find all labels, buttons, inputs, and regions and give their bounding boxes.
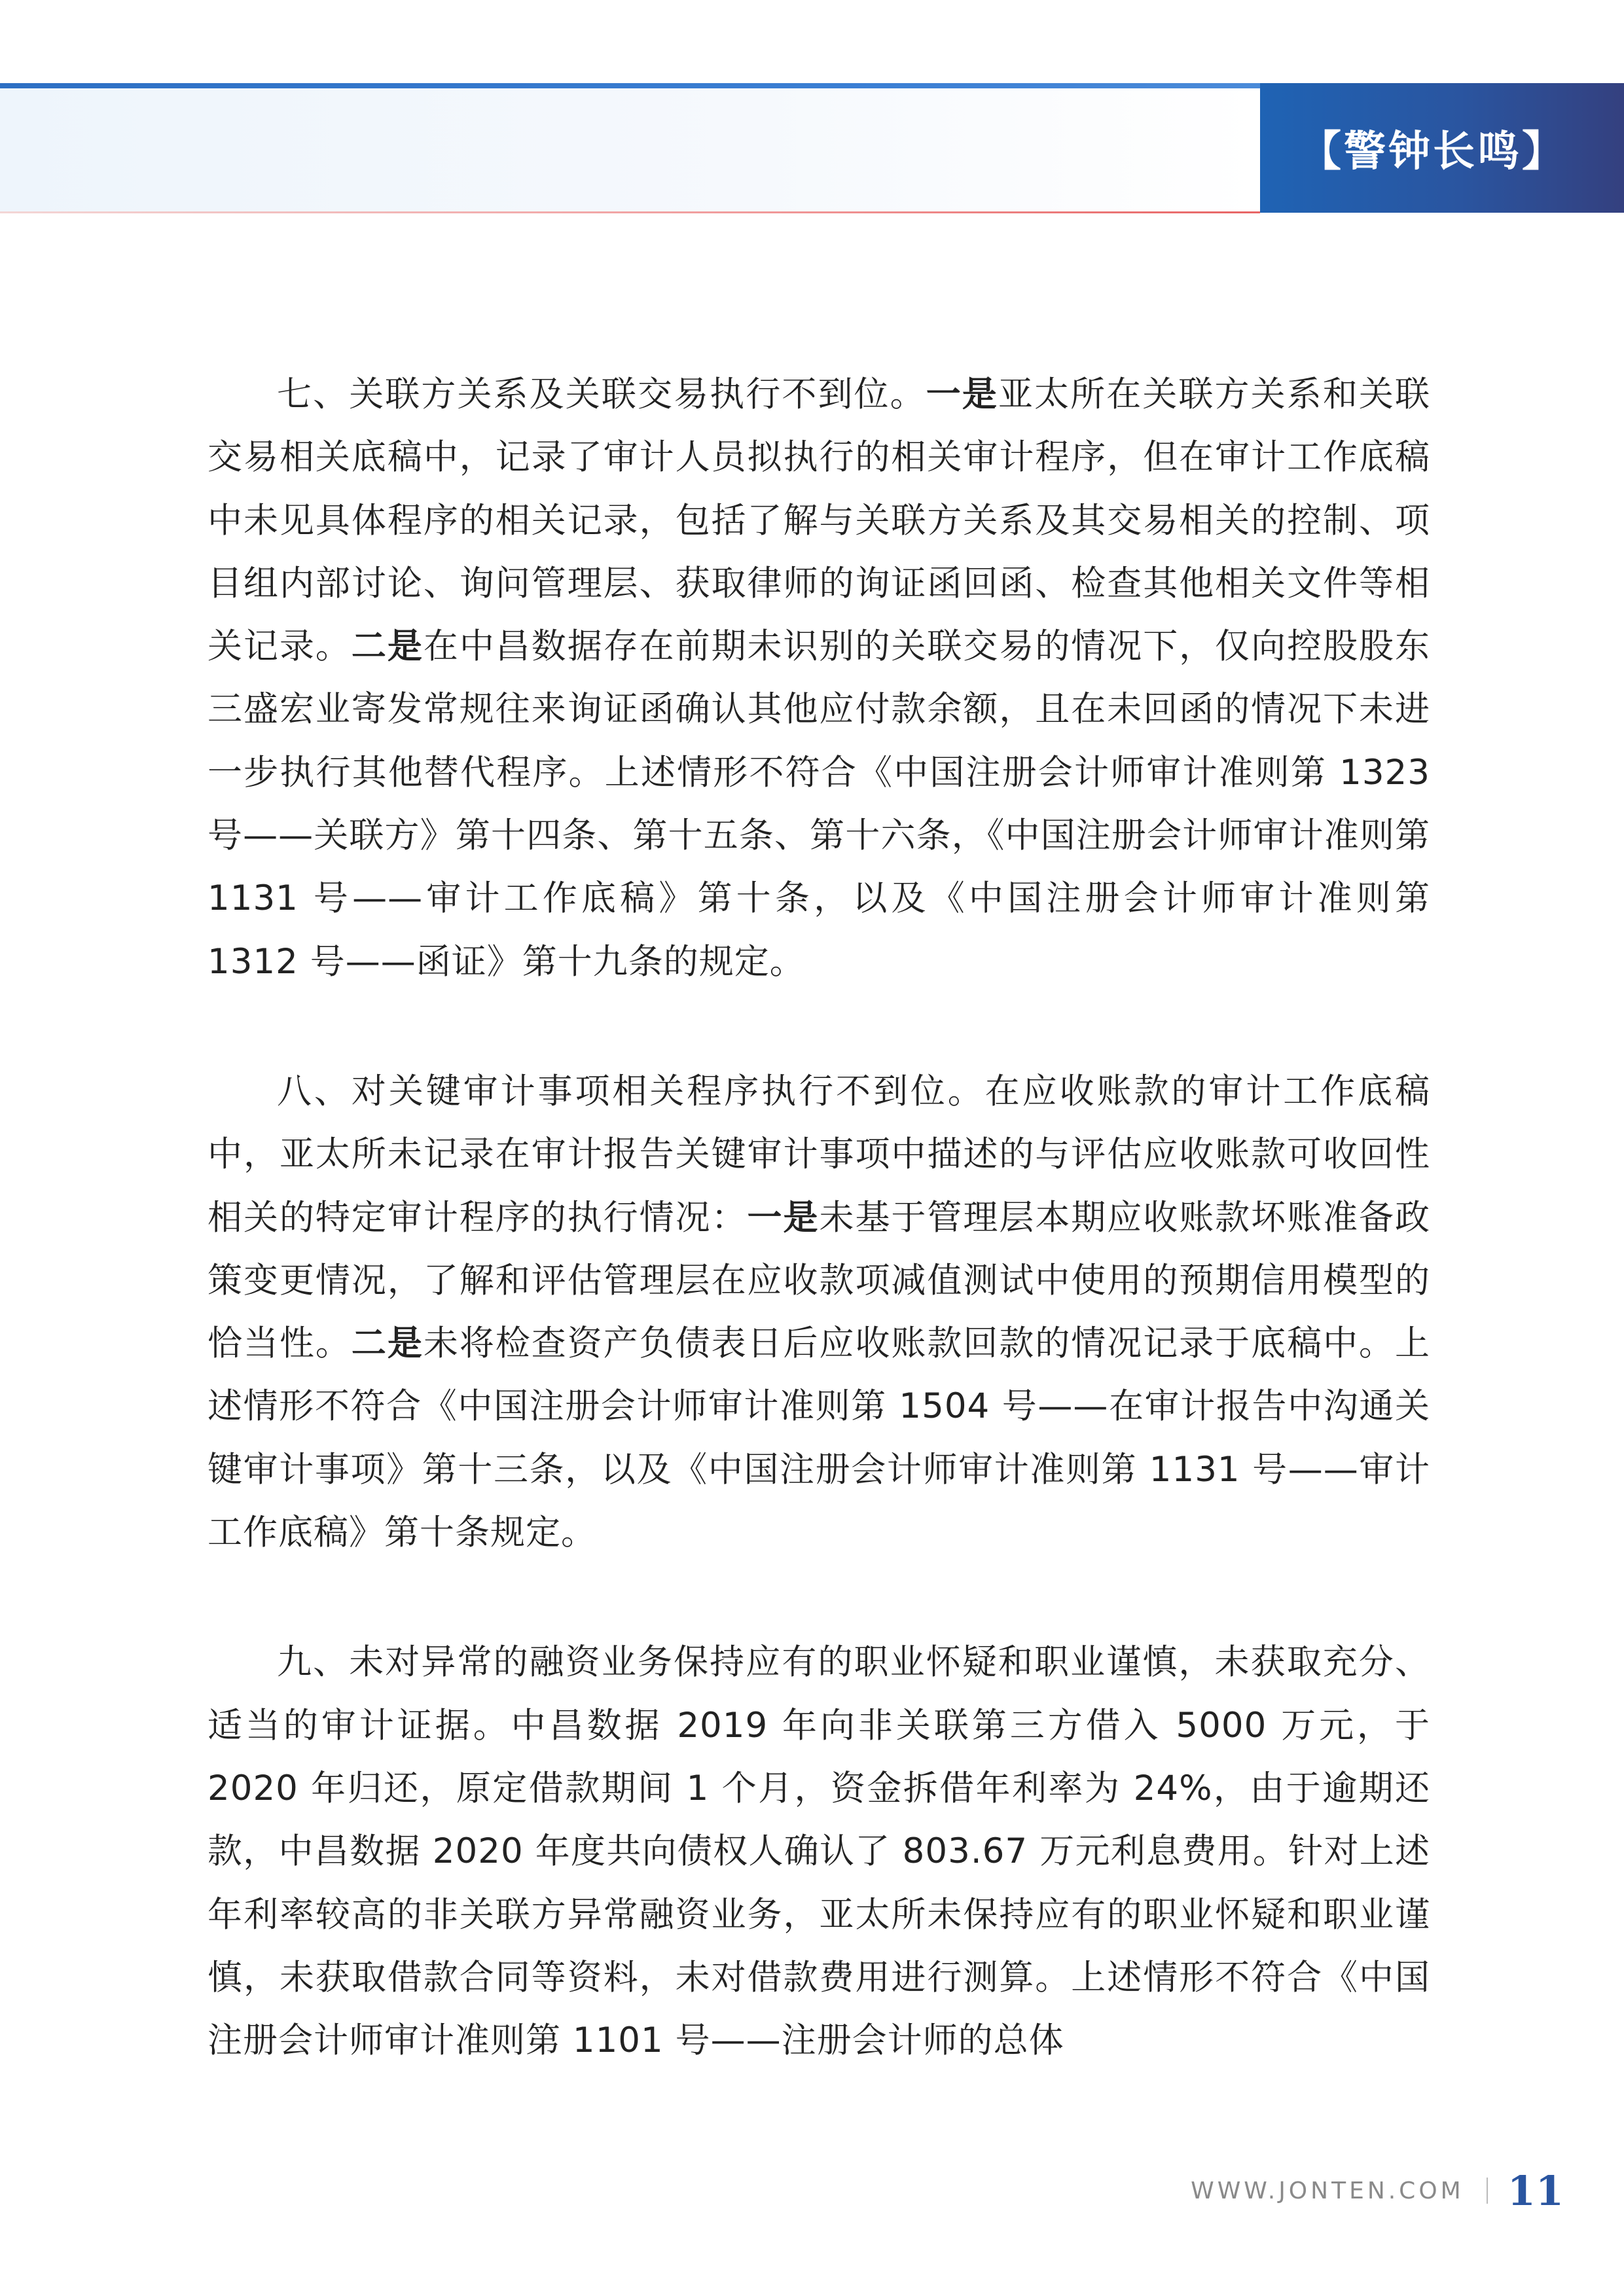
para7-text-1: 七、关联方关系及关联交易执行不到位。	[277, 374, 926, 414]
header-top-line	[0, 83, 1260, 88]
footer-divider	[1487, 2178, 1488, 2204]
para7-text-3: 在中昌数据存在前期未识别的关联交易的情况下，仅向控股股东三盛宏业寄发常规往来询证函确认其他应付款余额，且在未回函的情况下未进一步执行其他替代程序。上述情形不符合《中国注册会计师审计准则第 1323 号——关联方》第十四条、第十五条、第十六条，《中国注册会计师审计准则第 1131 号——审计工作底稿》第十条，以及《中国注册会计师审计准则第 1312 号——函证》第十九条的规定。	[208, 626, 1431, 982]
header-rule	[0, 211, 1260, 213]
para8-bold-1: 一是	[747, 1197, 820, 1238]
paragraph-7	[208, 363, 1430, 994]
para7-bold-1: 一是	[926, 374, 998, 414]
page-number: 11	[1507, 2166, 1564, 2215]
article-body	[208, 363, 1430, 2072]
para7-text-2: 亚太所在关联方关系和关联交易相关底稿中，记录了审计人员拟执行的相关审计程序，但在审计工作底稿中未见具体程序的相关记录，包括了解与关联方关系及其交易相关的控制、项目组内部讨论、询问管理层、获取律师的询证函回函、检查其他相关文件等相关记录。	[208, 374, 1431, 667]
para8-text-1: 八、对关键审计事项相关程序执行不到位。在应收账款的审计工作底稿中，亚太所未记录在审计报告关键审计事项中描述的与评估应收账款可收回性相关的特定审计程序的执行情况：	[208, 1071, 1430, 1238]
para8-text-2: 未基于管理层本期应收账款坏账准备政策变更情况，了解和评估管理层在应收款项减值测试中使用的预期信用模型的恰当性。	[208, 1197, 1431, 1364]
para9-text-1: 九、未对异常的融资业务保持应有的职业怀疑和职业谨慎，未获取充分、适当的审计证据。中昌数据 2019 年向非关联第三方借入 5000 万元，于 2020 年归还，原定借款期间 1 个月，资金拆借年利率为 24%，由于逾期还款，中昌数据 2020 年度共向债权人确认了 803.67 万元利息费用。针对上述年利率较高的非关联方异常融资业务，亚太所未保持应有的职业怀疑和职业谨慎，未获取借款合同等资料，未对借款费用进行测算。上述情形不符合《中国注册会计师审计准则第 1101 号——注册会计师的总体	[208, 1642, 1430, 2061]
header-band	[0, 88, 1260, 213]
para8-bold-2: 二是	[351, 1323, 424, 1364]
column-title: 【警钟长鸣】	[1299, 127, 1566, 176]
paragraph-9	[208, 1631, 1430, 2072]
para8-text-3: 未将检查资产负债表日后应收账款回款的情况记录于底稿中。上述情形不符合《中国注册会计师审计准则第 1504 号——在审计报告中沟通关键审计事项》第十三条，以及《中国注册会计师审计准则第 1131 号——审计工作底稿》第十条规定。	[208, 1323, 1431, 1553]
website-url[interactable]: WWW.JONTEN.COM	[1191, 2177, 1464, 2204]
page-footer	[1191, 2161, 1564, 2220]
para7-bold-2: 二是	[351, 626, 424, 667]
column-title-tab	[1260, 83, 1624, 213]
paragraph-8	[208, 1060, 1430, 1564]
